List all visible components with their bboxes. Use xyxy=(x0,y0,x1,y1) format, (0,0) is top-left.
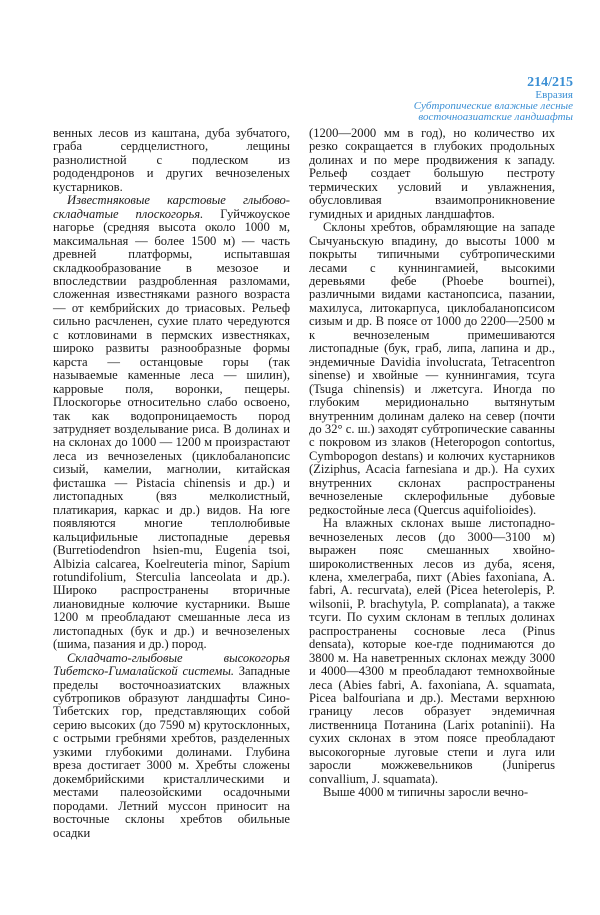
paragraph-body: Гуйчжоуское нагорье (средняя высота около 1000 м, максимальная — более 1500 м) — часть древней платформы, испытавшая складкообразование в мезозое и впоследствии раздробленная разломами, сложенная известняками разного возраста — от кембрийских до триасовых. Рельеф сильно расчленен, сухие плато чередуются с котловинами в пермских известняках, широко развиты разнообразные формы карста — останцовые горы (так называемые каменные леса — шилин), карровые поля, воронки, пещеры. Плоскогорье относительно слабо освоено, так как водопроницаемость пород затрудняет возделывание риса. В долинах и на склонах до 1000 — 1200 м произрастают леса из вечнозеленых (циклобаланопсис сизый, камелии, магнолии, китайская фисташка — Pistacia chinensis и др.) и листопадных (вяз мелколистный, платикария, каркас и др.) видов. На юге появляются многие теплолюбивые кальцифильные листопадные деревья (Burretiodendron hsien-mu, Eugenia tsoi, Albizia calcarea, Koelreuteria minor, Sapium rotundifolium, Sterculia lanceolata и др.). Широко распространены вторичные лиановидные колючие кустарники. Выше 1200 м преобладают смешанные леса из листопадных (бук и др.) и вечнозеленых (шима, пазания и др.) пород. xyxy=(53,206,290,652)
paragraph: (1200—2000 мм в год), но количество их резко сокращается в глубоких продольных долинах и по мере продвижения к западу. Рельеф создает большую пестроту термических условий и увлажнения, обусловливая взаимопроникновение гумидных и аридных ландшафтов. xyxy=(309,126,555,221)
section-heading: Складчато-глыбовые высокогорья Тибетско-Гималайской системы. xyxy=(53,650,290,679)
page-numbers: 214/215 xyxy=(527,75,573,90)
header-region: Евразия xyxy=(535,89,573,101)
right-column xyxy=(309,127,555,800)
paragraph xyxy=(53,652,290,840)
running-header xyxy=(414,76,573,123)
header-section-line-2: восточноазиатские ландшафты xyxy=(418,111,573,123)
header-section-line-1: Субтропические влажные лесные xyxy=(413,100,573,112)
paragraph-body: Западные пределы восточноазиатских влажных субтропиков образуют ландшафты Сино-Тибетских гор, представляющих собой серию высоких (до 7590 м) крутосклонных, с острыми гребнями хребтов, разделенных узкими глубокими долинами. Глубина вреза достигает 3000 м. Хребты сложены докембрийскими кристаллическими и местами палеозойскими осадочными породами. Летний муссон приносит на восточные склоны хребтов обильные осадки xyxy=(53,664,290,840)
left-column xyxy=(53,127,290,840)
paragraph: На влажных склонах выше листопадно-вечнозеленых лесов (до 3000—3100 м) выражен пояс смешанных хвойно-широколиственных лесов из дуба, ясеня, клена, хмелеграба, пихт (Abies faxoniana, A. fabri, A. recurvata), елей (Picea heterolepis, P. wilsonii, P. brachytyla, P. complanata), а также тсуги. По сухим склонам в теплых долинах распространены сосновые леса (Pinus densata), которые кое-где поднимаются до 3800 м. На наветренных склонах между 3000 и 4000—4300 м преобладают темнохвойные леса (Abies fabri, A. faxoniana, A. squamata, Picea balfouriana и др.). Местами верхнюю границу лесов образует эндемичная лиственница Потанина (Larix potaninii). На сухих склонах в этом поясе преобладают высокогорные луговые степи и луга или заросли можжевельников (Juniperus convallium, J. squamata). xyxy=(309,516,555,786)
paragraph: Склоны хребтов, обрамляющие на западе Сычуаньскую впадину, до высоты 1000 м покрыты типичными субтропическими лесами с куннингамией, высокими деревьями фебе (Phoebe bournei), различными видами кастанопсиса, пазании, махилуса, литокарпуса, циклобаланопсисом сизым и др. В поясе от 1000 до 2200—2500 м к вечнозеленым примешиваются листопадные (бук, граб, липа, лапина и др., эндемичные Davidia involucrata, Tetracentron sinense) и хвойные — куннингамия, тсуга (Tsuga chinensis) и лжетсуга. Иногда по глубоким меридионально вытянутым внутренним долинам далеко на север (почти до 32° с. ш.) заходят субтропические саванны с покровом из злаков (Heteropogon contortus, Cymbopogon destans) и колючих кустарников (Ziziphus, Acacia farnesiana и др.). На сухих внутренних склонах распространены вечнозеленые склерофильные дубовые редкостойные леса (Quercus aquifolioides). xyxy=(309,220,555,517)
paragraph: венных лесов из каштана, дуба зубчатого, граба сердцелистного, лещины разнолистной с подлеском из рододендронов и других вечнозеленых кустарников. xyxy=(53,126,290,194)
paragraph xyxy=(53,194,290,651)
section-heading: Известняковые карстовые глыбово-складчатые плоскогорья. xyxy=(53,193,290,221)
paragraph: Выше 4000 м типичны заросли вечно- xyxy=(323,785,529,800)
